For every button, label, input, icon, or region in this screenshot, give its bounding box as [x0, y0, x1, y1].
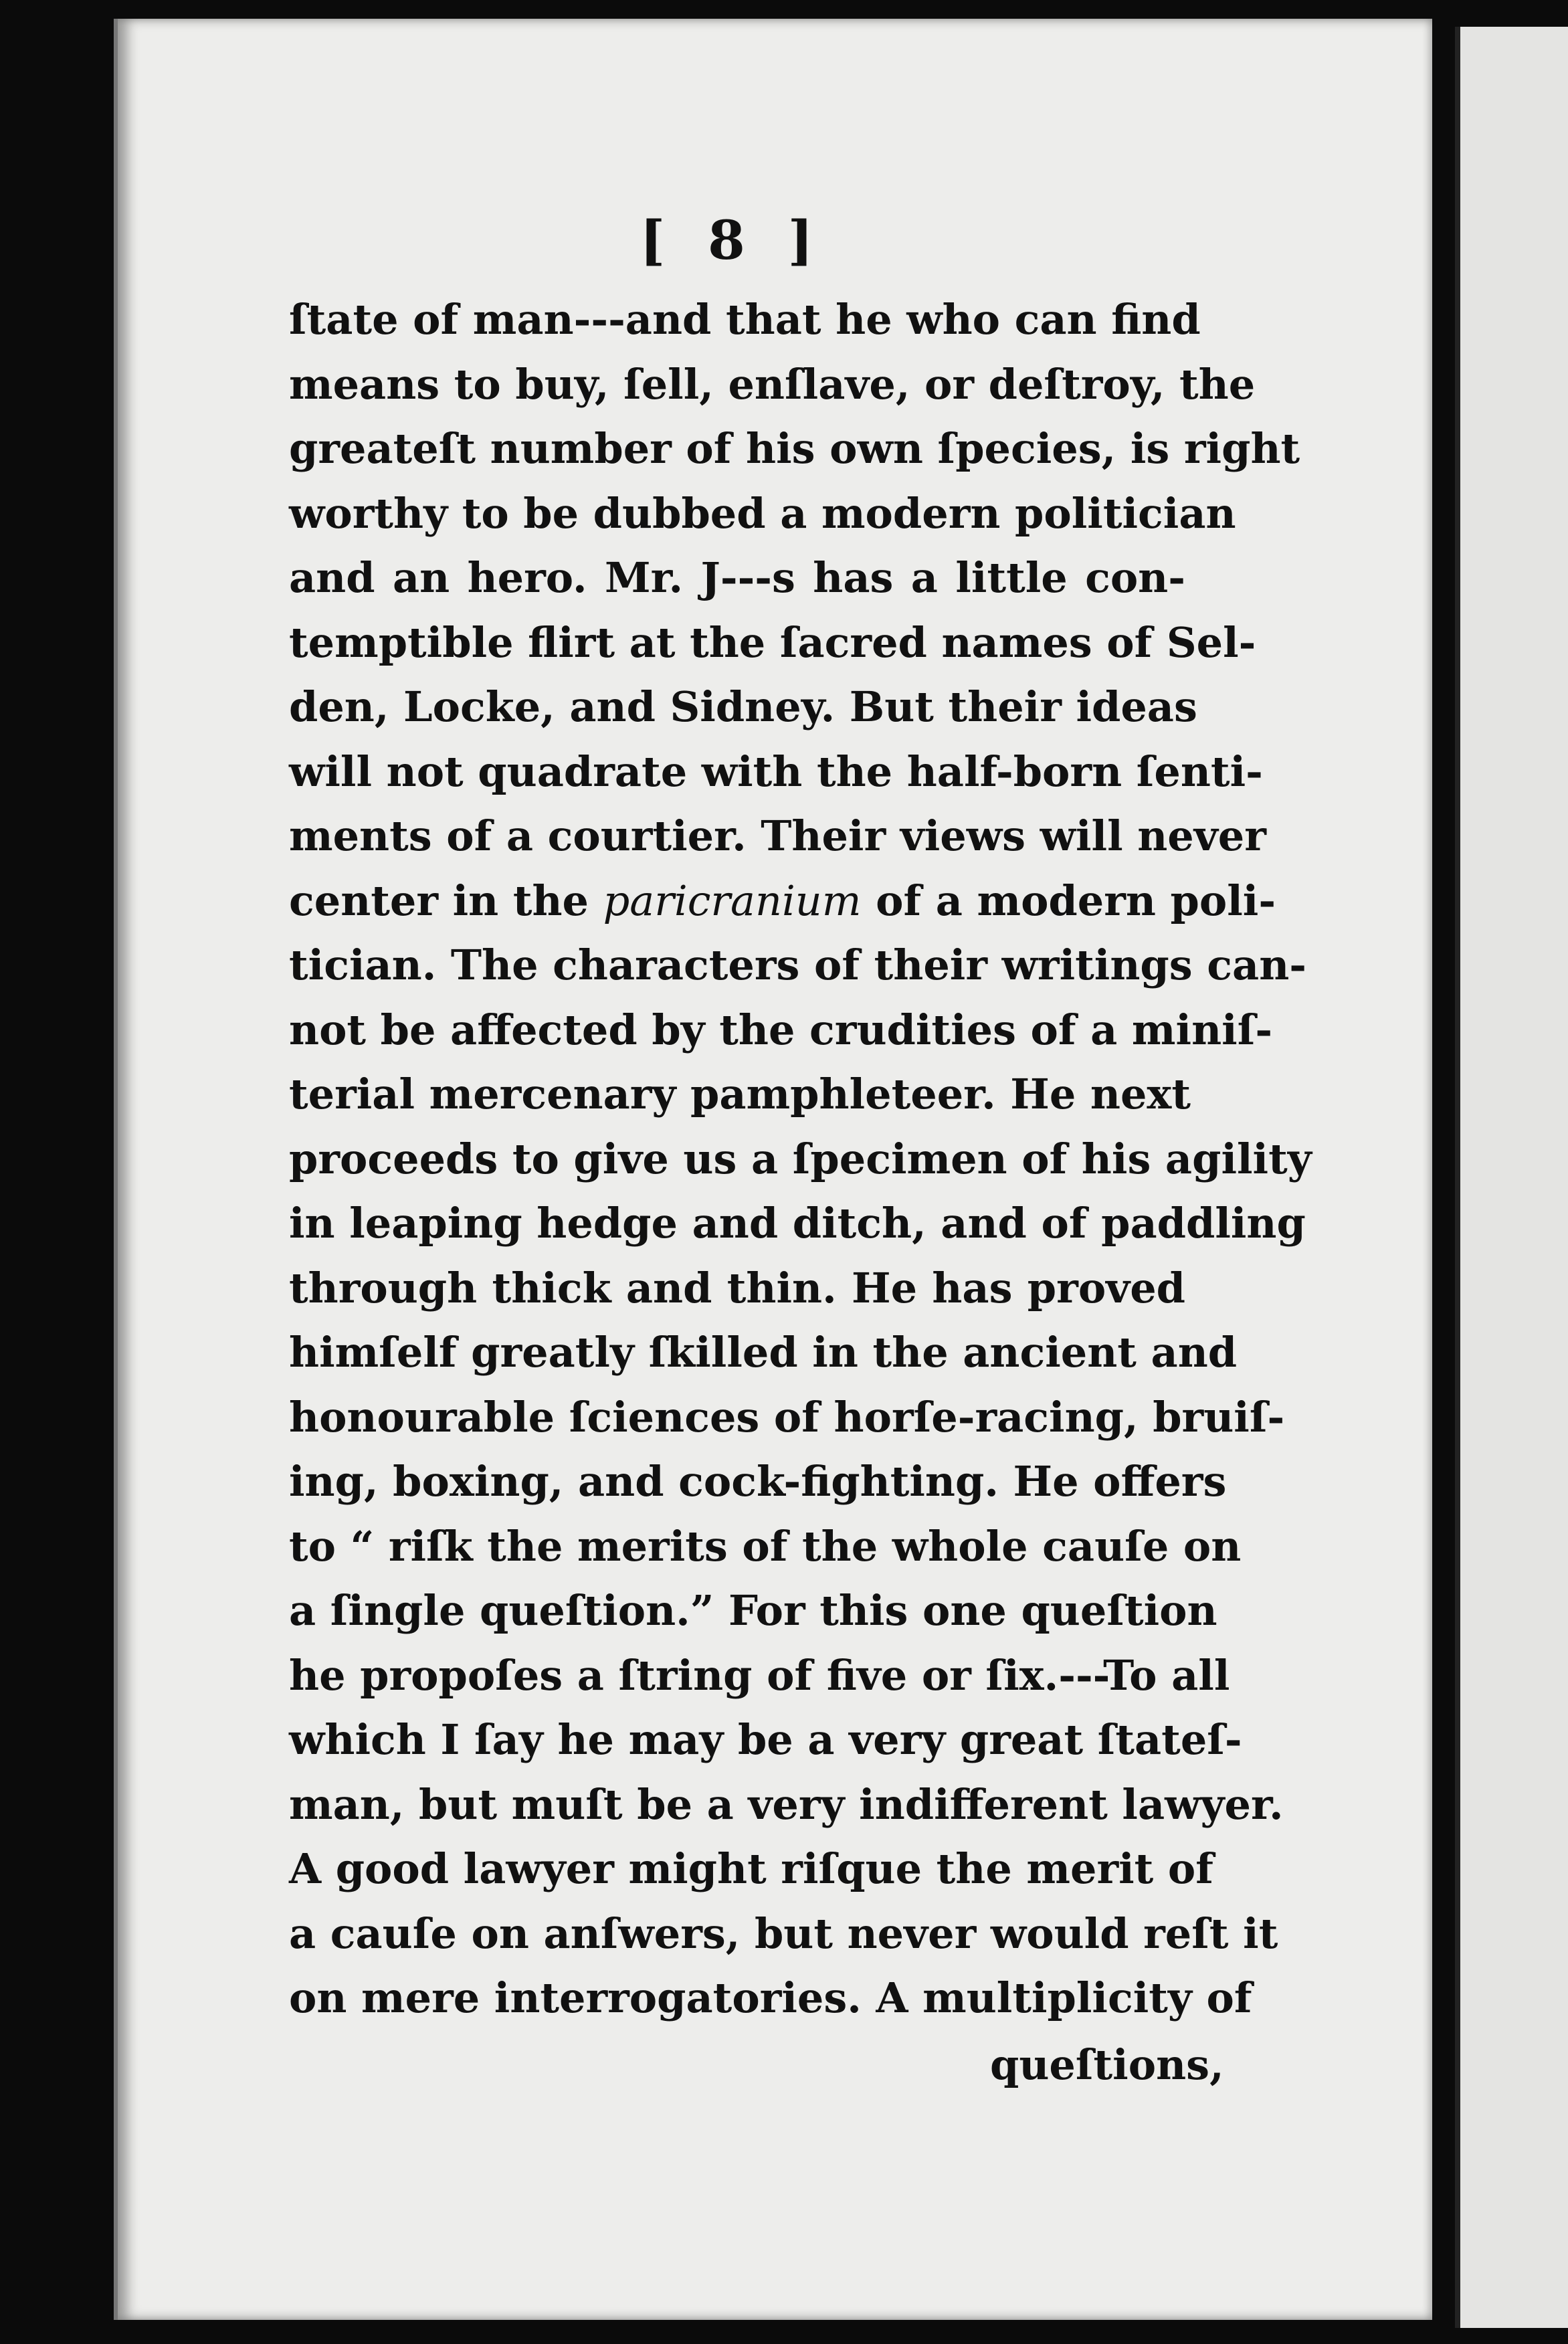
text-line: ing, boxing, and cock-fighting. He offers	[289, 1457, 1227, 1506]
text-line: himſelf greatly ſkilled in the ancient and	[289, 1328, 1238, 1377]
text-line: on mere interrogatories. A multiplicity of	[289, 1973, 1252, 2022]
text-line: a cauſe on anſwers, but never would reſt it	[289, 1909, 1278, 1958]
text-line: greateſt number of his own ſpecies, is right	[289, 424, 1300, 473]
text-line: which I ſay he may be a very great ſtateſ-	[289, 1715, 1242, 1764]
text-line: worthy to be dubbed a modern politician	[289, 488, 1236, 538]
text-line: ſtate of man---and that he who can find	[289, 295, 1201, 344]
text-line: proceeds to give us a ſpecimen of his agility	[289, 1134, 1312, 1183]
text-line: he propoſes a ſtring of five or ſix.---To all	[289, 1650, 1230, 1700]
text-line: in leaping hedge and ditch, and of paddling	[289, 1199, 1306, 1248]
text-line: terial mercenary pamphleteer. He next	[289, 1070, 1191, 1118]
text-line: through thick and thin. He has proved	[289, 1263, 1185, 1312]
text-line: A good lawyer might riſque the merit of	[289, 1844, 1213, 1893]
text-line: center in the paricranium of a modern poli-	[289, 876, 1276, 925]
text-line: not be affected by the crudities of a miniſ-	[289, 1005, 1273, 1054]
text-line: ments of a courtier. Their views will never	[289, 811, 1266, 860]
text-line: a ſingle queſtion.” For this one queſtion	[289, 1586, 1217, 1635]
text-line: honourable ſciences of horſe-racing, bruiſ-	[289, 1392, 1285, 1442]
body-text	[289, 288, 1312, 2031]
text-line: means to buy, ſell, enſlave, or deſtroy, the	[289, 359, 1256, 409]
text-line: den, Locke, and Sidney. But their ideas	[289, 682, 1197, 731]
text-line: temptible flirt at the ſacred names of Sel-	[289, 617, 1256, 667]
text-line: will not quadrate with the half-born ſenti-	[289, 747, 1263, 796]
text-line: man, but muſt be a very indifferent lawyer.	[289, 1779, 1284, 1829]
italic-word: paricranium	[603, 876, 862, 925]
text-line: tician. The characters of their writings can-	[289, 941, 1306, 989]
catchword: queſtions,	[990, 2040, 1224, 2089]
facing-page-edge	[1455, 27, 1568, 2328]
text-line: and an hero. Mr. J---s has a little con-	[289, 553, 1185, 602]
text-line: to “ riſk the merits of the whole cauſe on	[289, 1521, 1242, 1571]
page-number: [ 8 ]	[640, 209, 825, 272]
